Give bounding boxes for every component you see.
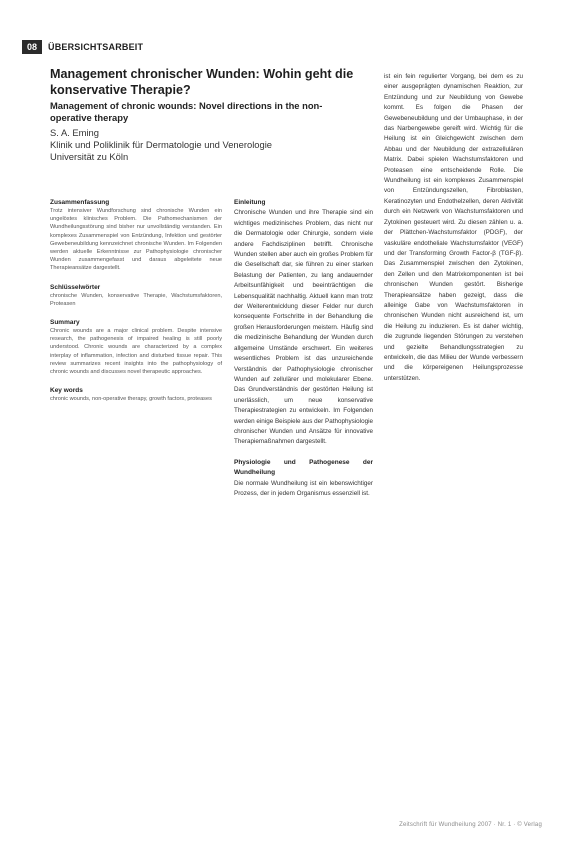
schluesselwoerter-heading: Schlüsselwörter — [50, 283, 101, 291]
section-label: ÜBERSICHTSARBEIT — [48, 42, 144, 52]
article-title-english: Management of chronic wounds: Novel directions in the non-operative therapy — [50, 100, 323, 123]
einleitung-text: Chronische Wunden und ihre Therapie sind ein wichtiges medizinisches Problem, das nicht nur die Dermatologie oder Chirurgie, sondern viele andere Fachdisziplinen betrifft. Chronische Wunden stellen aber auch ein großes Problem für die Gesellschaft dar, sie führen zu einer starken Belastung der Patienten, zu lang andauernder Arbeitsunfähigkeit und beeinträchtigen die Lebensqualität nachhaltig. Aktuell kann man trotz der Weiterentwicklung dieser Felder nur durch konsequente Fortschritte in der Behandlung die großen Herausforderungen meistern. Häufig sind die medizinische Behandlung der Wunden durch allgemeine Umstände erschwert. Ein weiteres wesentliches Problem ist das unzureichende Verständnis der Pathophysiologie chronischer Wunden auf zellulärer und molekularer Ebene. Das Grundverständnis der gestörten Heilung ist unerlässlich, um neue konservative Therapiestrategien zu entwickeln. Im Folgenden werden einige Beispiele aus der Pathophysiologie chronischer Wunden und Ansätze für innovative Therapiemaßnahmen dargestellt. — [234, 209, 373, 446]
article-title: Management chronischer Wunden: Wohin geht die konservative Therapie? — [50, 67, 354, 97]
column-3-text: ist ein fein regulierter Vorgang, bei dem es zu einer ausgeprägten dynamischen Reaktion, zur Entzündung und zur Neubildung von Gewebe kommt. Es folgen die Phasen der Gewebeneubildung und der Umbauphase, in der das Narbengewebe gereift wird. Wichtig für die Heilung ist ein Gleichgewicht zwischen dem Abbau und der Neubildung der extrazellulären Matrix. Dabei spielen Wachstumsfaktoren und Proteasen eine entscheidende Rolle. Die Wundheilung ist ein komplexes Zusammenspiel von Entzündungszellen, Fibroblasten, Keratinozyten und Endothelzellen, deren Aktivität durch ein Netzwerk von Wachstumsfaktoren und Zytokinen gesteuert wird. Zu diesen zählen u. a. der Plättchen-Wachstumsfaktor (PDGF), der vaskuläre endotheliale Wachstumsfaktor (VEGF) und der Transforming Growth Factor-β (TGF-β). Das Zusammenspiel zwischen den Zytokinen, den Zellen und den Matrixkomponenten ist bei chronischen Wunden gestört. Bisherige Therapieansätze haben gezeigt, dass die alleinige Gabe von Wachstumsfaktoren in chronischen Wunden nicht ausreichend ist, um die Heilung zu induzieren. Es ist daher wichtig, die zugrunde liegenden Störungen zu verstehen und gezielte Behandlungsstrategien zu entwickeln, die das Milieu der Wunde verbessern und die körpereigenen Heilungsprozesse unterstützen. — [384, 73, 523, 382]
summary-text: Chronic wounds are a major clinical problem. Despite intensive research, the pathogenesis of impaired healing is still poorly understood. Chronic wounds are characterized by a complex interplay of inflammation, infection and disturbed tissue repair. This review summarizes recent insights into the pathophysiology of chronic wounds and discusses novel therapeutic approaches. — [50, 328, 222, 376]
author: S. A. Eming — [50, 127, 99, 138]
keywords-text: chronic wounds, non-operative therapy, growth factors, proteases — [50, 396, 212, 403]
schluesselwoerter-text: chronische Wunden, konservative Therapie, Wachstumsfaktoren, Proteasen — [50, 292, 222, 307]
affiliation: Klinik und Poliklinik für Dermatologie und Venerologie Universität zu Köln — [50, 139, 273, 162]
paragraph-spacer — [234, 448, 373, 458]
body-column-2 — [234, 198, 373, 499]
body-column-3 — [384, 72, 523, 384]
physiologie-text: Die normale Wundheilung ist ein lebenswichtiger Prozess, der in jedem Organismus essenziell ist. — [234, 479, 373, 497]
zusammenfassung-text: Trotz intensiver Wundforschung sind chronische Wunden ein ungelöstes klinisches Problem. Die Pathomechanismen der Wundheilungsstörung sind bisher nur unvollständig verstanden. Ein komplexes Zusammenspiel von Entzündung, Infektion und gestörter Gewebeneubildung kennzeichnet chronische Wunden. Im Folgenden werden aktuelle Erkenntnisse zur Pathophysiologie chronischer Wunden zusammengefasst und daraus abgeleitete neue Therapieansätze dargestellt. — [50, 208, 222, 272]
keywords-heading: Key words — [50, 387, 83, 395]
physiologie-heading: Physiologie und Pathogenese der Wundheilung — [234, 458, 373, 477]
einleitung-heading: Einleitung — [234, 199, 266, 206]
title-block — [50, 66, 360, 163]
zusammenfassung-heading: Zusammenfassung — [50, 199, 110, 206]
page-footer: Zeitschrift für Wundheilung 2007 · Nr. 1 · © Verlag — [399, 822, 542, 828]
summary-heading: Summary — [50, 319, 80, 327]
abstract-column — [50, 198, 222, 403]
page-header — [22, 40, 542, 54]
page-number: 08 — [22, 40, 42, 54]
